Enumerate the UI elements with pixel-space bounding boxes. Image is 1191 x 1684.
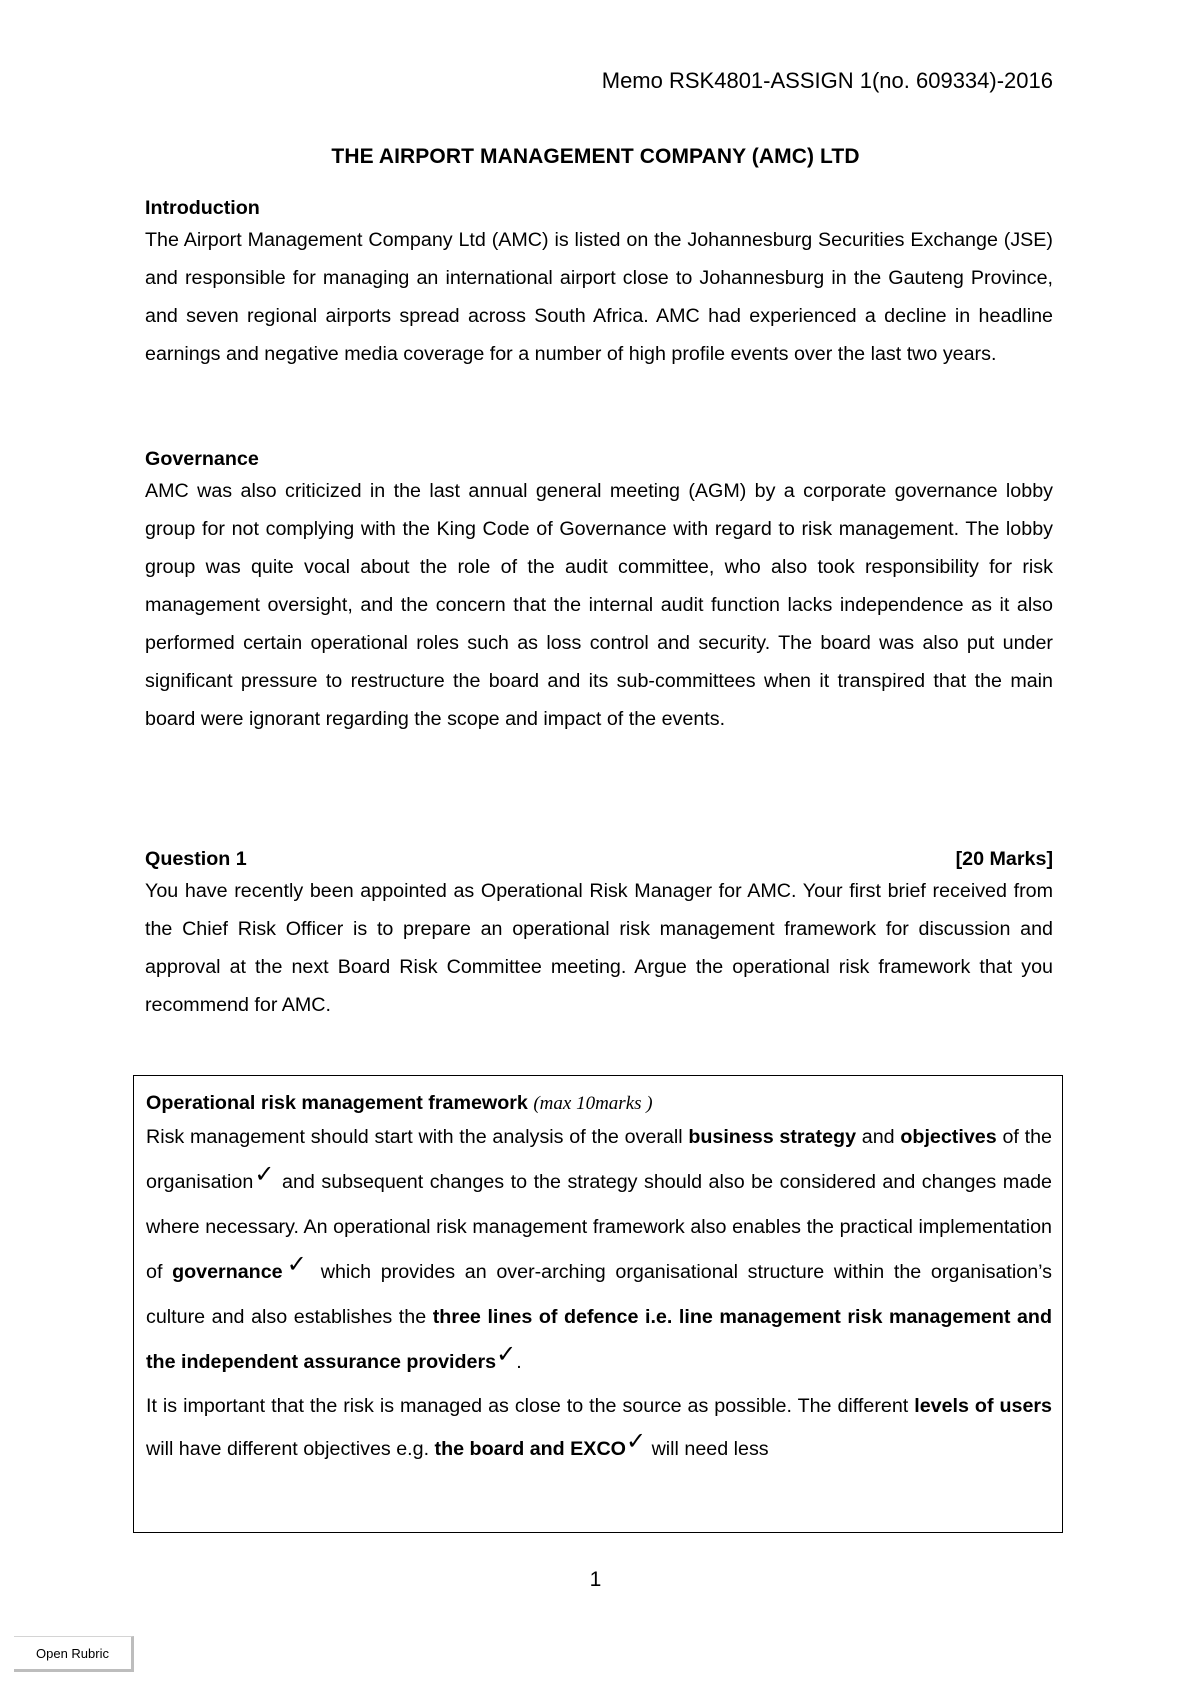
open-rubric-button[interactable]: Open Rubric bbox=[14, 1636, 134, 1672]
introduction-text: The Airport Management Company Ltd (AMC) is listed on the Johannesburg Securities Exchange (JSE) and responsible for managing an international airport close to Johannesburg in the Gauteng Province, and seven regional airports spread across South Africa. AMC had experienced a decline in headline earnings and negative media coverage for a number of high profile events over the last two years. bbox=[145, 229, 1053, 365]
governance-heading: Governance bbox=[145, 448, 259, 470]
text-run: . bbox=[516, 1351, 522, 1373]
framework-paragraph-1 bbox=[146, 1115, 1052, 1385]
bold-run: governance bbox=[172, 1261, 283, 1283]
question-1-text: You have recently been appointed as Operational Risk Manager for AMC. Your first brief received from the Chief Risk Officer is to prepare an operational risk management framework for discussion and approval at the next Board Risk Committee meeting. Argue the operational risk framework that you recommend for AMC. bbox=[145, 880, 1053, 1016]
checkmark-icon: ✓ bbox=[625, 1427, 647, 1455]
question-1-section bbox=[145, 844, 1053, 1024]
text-run: will need less bbox=[646, 1438, 769, 1460]
text-run: and subsequent changes to the strategy should also be considered and changes made where necessary. An operational risk management framework also enables the practical implementation of bbox=[146, 1171, 1053, 1283]
introduction-section bbox=[145, 193, 1053, 373]
text-run: Risk management should start with the analysis of the overall bbox=[146, 1126, 689, 1148]
page-number: 1 bbox=[589, 1568, 602, 1591]
checkmark-icon: ✓ bbox=[496, 1340, 517, 1368]
bold-run: business strategy bbox=[688, 1126, 857, 1148]
governance-text: AMC was also criticized in the last annual general meeting (AGM) by a corporate governance lobby group for not complying with the King Code of Governance with regard to risk management. The lobby group was quite vocal about the role of the audit committee, who also took responsibility for risk management oversight, and the concern that the internal audit function lacks independence as it also performed certain operational roles such as loss control and security. The board was also put under significant pressure to restructure the board and its sub-committees when it transpired that the main board were ignorant regarding the scope and impact of the events. bbox=[145, 480, 1053, 730]
max-marks-note: (max 10marks ) bbox=[533, 1093, 653, 1114]
introduction-heading: Introduction bbox=[145, 197, 260, 219]
governance-section bbox=[145, 444, 1053, 738]
memo-answer-box bbox=[133, 1075, 1063, 1533]
bold-run: three lines of defence i.e. line management risk management and the independent assurance providers bbox=[146, 1306, 1052, 1373]
text-run: will have different objectives e.g. bbox=[146, 1438, 435, 1460]
bold-run: objectives bbox=[900, 1126, 997, 1148]
framework-heading: Operational risk management framework bbox=[146, 1092, 528, 1114]
checkmark-icon: ✓ bbox=[282, 1250, 312, 1278]
text-run: which provides an over-arching organisational structure within the organisation’s culture and also establishes the bbox=[146, 1261, 1053, 1328]
question-1-header bbox=[145, 844, 1053, 874]
document-title: THE AIRPORT MANAGEMENT COMPANY (AMC) LTD bbox=[331, 145, 860, 168]
memo-header: Memo RSK4801-ASSIGN 1(no. 609334)-2016 bbox=[601, 68, 1053, 93]
text-run: It is important that the risk is managed as close to the source as possible. The different bbox=[146, 1395, 915, 1417]
question-1-marks: [20 Marks] bbox=[955, 848, 1053, 870]
text-run: and bbox=[856, 1126, 901, 1148]
framework-paragraph-2 bbox=[146, 1385, 1052, 1471]
bold-run: levels of users bbox=[914, 1395, 1052, 1417]
question-1-label: Question 1 bbox=[145, 848, 247, 870]
bold-run: the board and EXCO bbox=[434, 1438, 626, 1460]
text-run: of the organisation bbox=[146, 1126, 1052, 1193]
checkmark-icon: ✓ bbox=[253, 1160, 276, 1188]
